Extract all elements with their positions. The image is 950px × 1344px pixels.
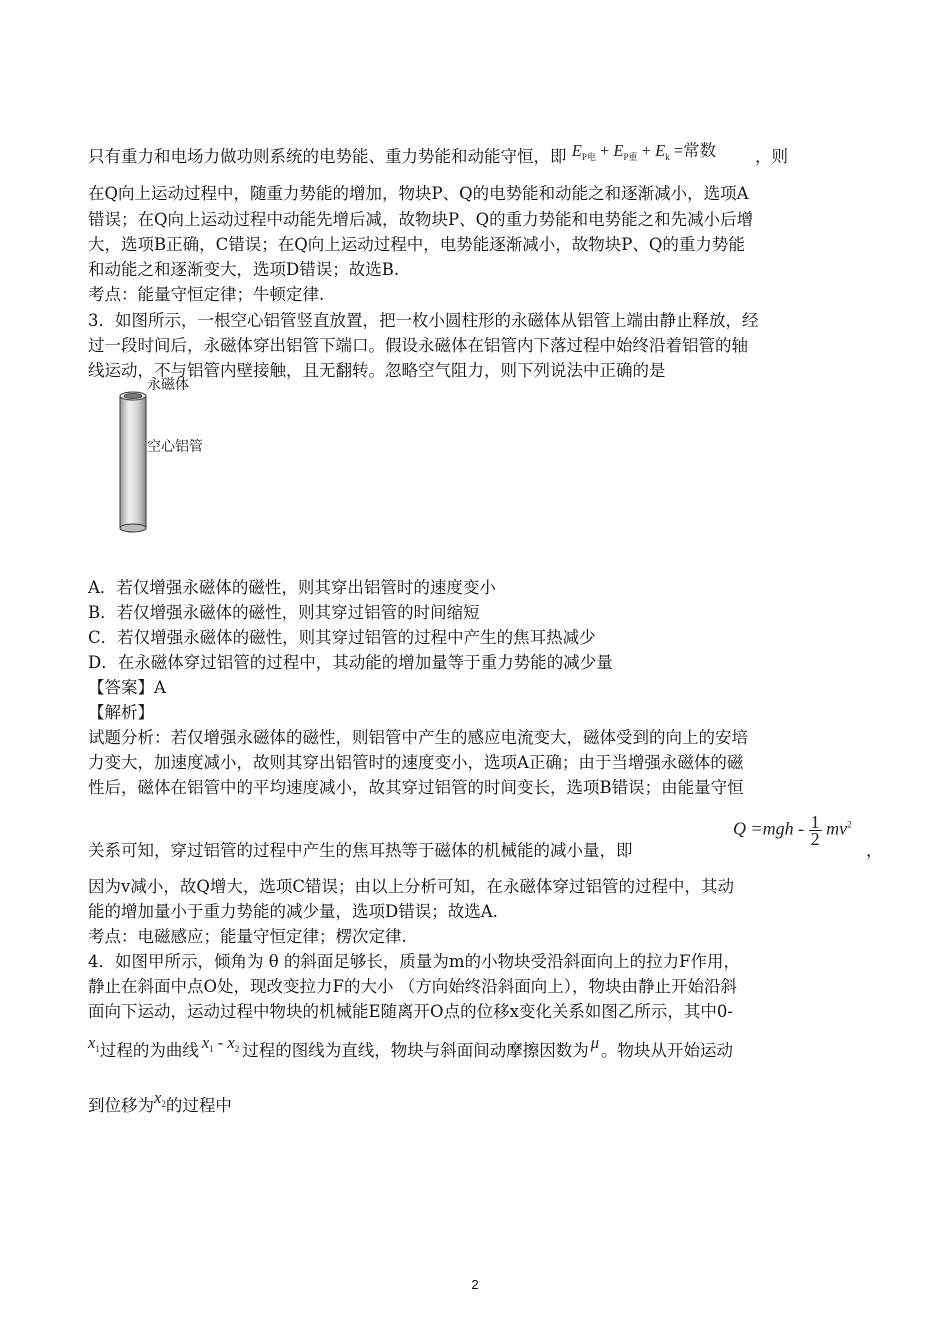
paragraph-line: 在Q向上运动过程中，随重力势能的增加，物块P、Q的电势能和动能之和逐渐减小，选项A (88, 184, 749, 203)
aluminum-tube-figure (110, 380, 160, 540)
text: ， (866, 841, 883, 860)
mu-symbol: μ (590, 1033, 600, 1052)
page-number: 2 (471, 1277, 479, 1292)
question-4-stem: 到位移为$x_2$的过程中 (88, 1088, 232, 1115)
energy-conservation-formula: $E_{P电} + E_{P重} + E_k$ =常数 (571, 141, 717, 162)
question-4-stem: 4．如图甲所示，倾角为 θ 的斜面足够长，质量为m的小物块受沿斜面向上的拉力F作用， (88, 952, 741, 971)
joule-heat-formula: Q =mgh - $\frac{1}{2}$ $mv^2$ (733, 812, 852, 849)
paragraph-line: 考点：能量守恒定律；牛顿定律. (88, 285, 325, 304)
analysis-line: 性后，磁体在铝管中的平均速度减小，故其穿过铝管的时间变长，选项B错误；由能量守恒 (88, 778, 744, 797)
x2-symbol: $x_2$ (154, 1088, 166, 1109)
question-3-stem: 3．如图所示，一根空心铝管竖直放置，把一枚小圆柱形的永磁体从铝管上端由静止释放，经 (88, 311, 759, 330)
tube-label: 空心铝管 (147, 439, 203, 455)
answer: 【答案】A (88, 678, 166, 697)
analysis-heading: 【解析】 (88, 703, 154, 722)
text: ，则 (755, 147, 788, 166)
text: 只有重力和电场力做功则系统的电势能、重力势能和动能守恒，即 (88, 147, 567, 166)
x1-x2-symbol: $x_1 - x_2$ (201, 1033, 240, 1054)
option-c: C．若仅增强永磁体的磁性，则其穿过铝管的过程中产生的焦耳热减少 (88, 628, 596, 647)
x1-symbol: $x_1$ (88, 1033, 100, 1054)
analysis-line: 力变大，加速度减小，故则其穿出铝管时的速度变小，选项A正确；由于当增强永磁体的磁 (88, 753, 744, 772)
question-4-stem: 面向下运动，运动过程中物块的机械能E随离开O点的位移x变化关系如图乙所示，其中0- (88, 1002, 733, 1021)
paragraph-line: 大，选项B正确，C错误；在Q向上运动过程中，电势能逐渐减小，故物块P、Q的重力势能 (88, 235, 745, 254)
paragraph-line (88, 141, 878, 174)
analysis-line: 试题分析：若仅增强永磁体的磁性，则铝管中产生的感应电流变大，磁体受到的向上的安培 (88, 728, 748, 747)
question-4-stem: 静止在斜面中点O处，现改变拉力F的大小 （方向始终沿斜面向上），物块由静止开始沿斜 (88, 977, 737, 996)
question-3-stem: 过一段时间后，永磁体穿出铝管下端口。假设永磁体在铝管内下落过程中始终沿着铝管的轴 (88, 336, 748, 355)
analysis-line: 考点：电磁感应；能量守恒定律；楞次定律. (88, 927, 407, 946)
option-b: B．若仅增强永磁体的磁性，则其穿过铝管的时间缩短 (88, 603, 480, 622)
question-4-stem: $x_1$过程的为曲线 $x_1 - x_2$ 过程的图线为直线，物块与斜面间动摩擦因数为 μ 。物块从开始运动 (88, 1033, 734, 1060)
option-a: A．若仅增强永磁体的磁性，则其穿出铝管时的速度变小 (88, 578, 496, 597)
paragraph-line: 和动能之和逐渐变大，选项D错误；故选B. (88, 260, 400, 279)
question-3-stem: 线运动，不与铝管内壁接触，且无翻转。忽略空气阻力，则下列说法中正确的是 (88, 361, 666, 380)
analysis-line: 因为v减小，故Q增大，选项C错误；由以上分析可知，在永磁体穿过铝管的过程中，其动 (88, 877, 734, 896)
option-d: D．在永磁体穿过铝管的过程中，其动能的增加量等于重力势能的减少量 (88, 653, 613, 672)
paragraph-line: 错误；在Q向上运动过程中动能先增后减，故物块P、Q的重力势能和电势能之和先减小后增 (88, 210, 754, 229)
analysis-line: 能的增加量小于重力势能的减少量，选项D错误；故选A. (88, 902, 498, 921)
magnet-label: 永磁体 (147, 377, 189, 393)
analysis-line: 关系可知，穿过铝管的过程中产生的焦耳热等于磁体的机械能的减小量，即 (88, 841, 633, 860)
